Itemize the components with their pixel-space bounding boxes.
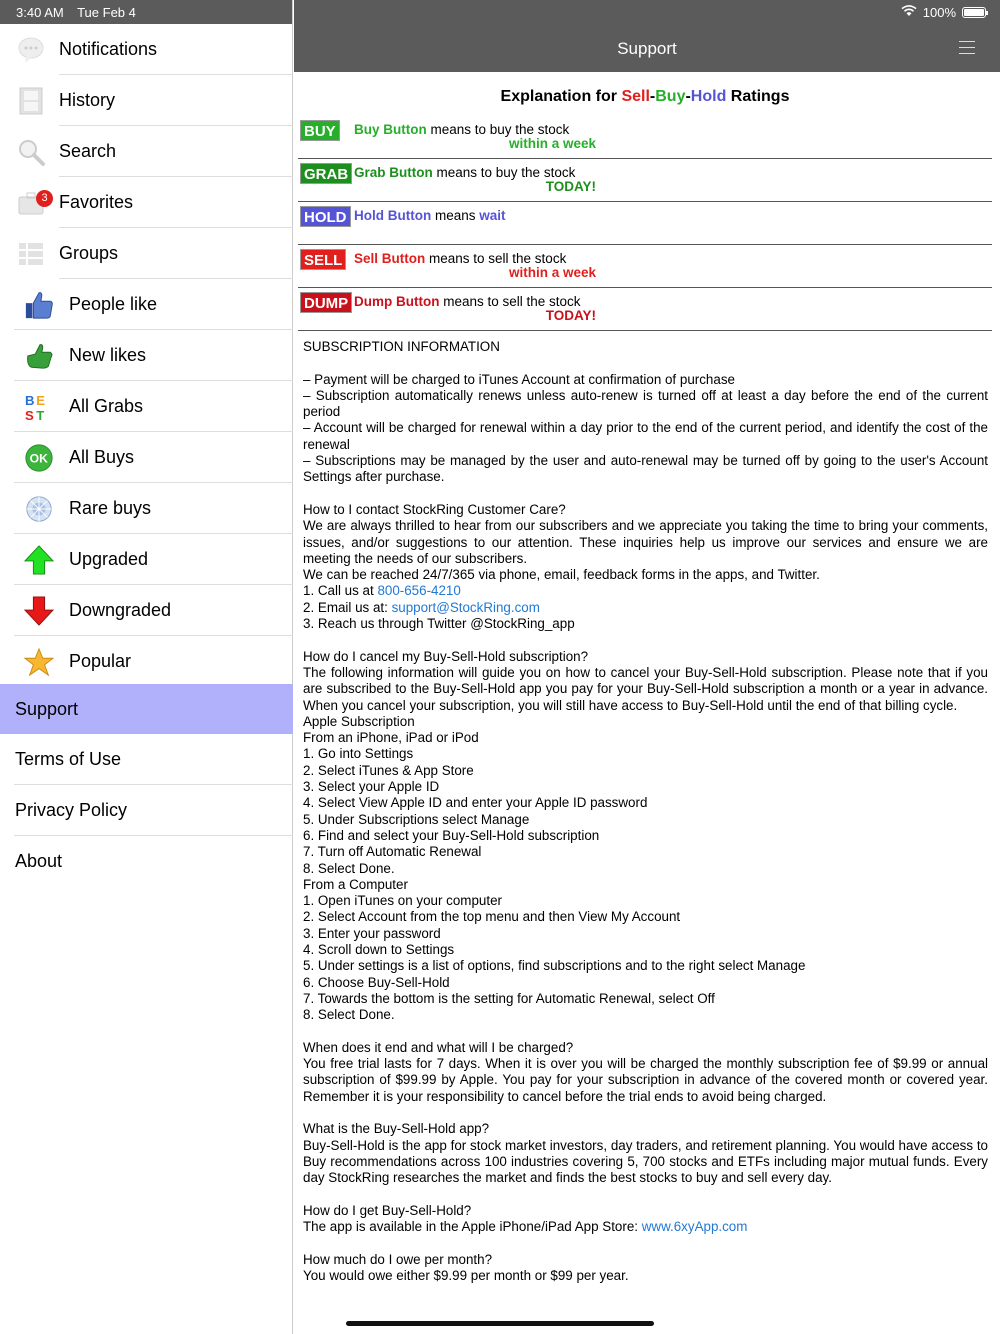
subscription-title: SUBSCRIPTION INFORMATION <box>303 339 500 354</box>
contact-paragraph: We are always thrilled to hear from our subscribers and we appreciate you taking the time to bring your comments, issues, and/or suggestions to our attention. These inquiries help us improve our services and ensure we are meeting the needs of our subscribers. <box>303 518 988 566</box>
sidebar-item-label: New likes <box>69 345 147 365</box>
contact-email-label: 2. Email us at: <box>303 599 392 615</box>
film-strip-icon <box>16 86 46 116</box>
heading-dash: - <box>685 88 691 105</box>
battery-percent: 100% <box>922 5 956 20</box>
subscription-line: – Account will be charged for renewal within a day prior to the end of the current period, and identify the cost of the renewal <box>303 420 988 452</box>
sidebar-item-label: Groups <box>59 243 119 263</box>
get-text: The app is available in the Apple iPhone/iPad App Store: <box>303 1219 642 1235</box>
sidebar-item-all-grabs[interactable] <box>0 381 293 432</box>
heading-dash: - <box>649 88 656 105</box>
subscription-line: – Subscriptions may be managed by the user and auto-renewal may be turned off by going to the user's Account Settings after purchase. <box>303 453 988 485</box>
best-icon <box>24 392 54 422</box>
rating-text: means to buy the stock <box>426 122 570 137</box>
menu-icon[interactable] <box>959 41 975 54</box>
ratings-heading <box>298 82 992 116</box>
sidebar-item-history[interactable] <box>0 75 293 126</box>
owe-paragraph: You would owe either $9.99 per month or $99 per year. <box>303 1267 629 1283</box>
hold-rating-button[interactable]: HOLD <box>300 206 351 227</box>
sidebar-item-label: About <box>15 851 63 871</box>
rating-name: Hold Button <box>354 208 432 223</box>
rating-row-dump <box>298 288 992 331</box>
sidebar-item-terms-of-use[interactable] <box>0 734 293 785</box>
grab-rating-button[interactable]: GRAB <box>300 163 352 184</box>
svg-text:T: T <box>36 407 45 423</box>
phone-link[interactable]: 800-656-4210 <box>377 583 461 599</box>
rating-timeframe: TODAY! <box>545 179 596 194</box>
sidebar-item-downgraded[interactable] <box>0 585 293 636</box>
sidebar-item-label: Terms of Use <box>15 749 122 769</box>
svg-text:E: E <box>36 392 45 408</box>
rating-row-buy <box>298 116 992 159</box>
home-indicator[interactable] <box>346 1321 654 1326</box>
buy-rating-button[interactable]: BUY <box>300 120 340 141</box>
sidebar <box>0 0 293 1334</box>
get-question: How do I get Buy-Sell-Hold? <box>303 1202 472 1218</box>
apple-step: 7. Turn off Automatic Renewal <box>303 844 482 860</box>
sidebar-item-label: Downgraded <box>69 600 172 620</box>
computer-step: 6. Choose Buy-Sell-Hold <box>303 974 450 990</box>
heading-prefix: Explanation for <box>500 88 622 105</box>
rating-text: means to sell the stock <box>439 294 581 309</box>
rating-name: Dump Button <box>354 294 440 309</box>
status-date: Tue Feb 4 <box>77 5 136 20</box>
subscription-line: – Subscription automatically renews unless auto-renew is turned off at least a day before the end of the current period <box>303 387 988 420</box>
computer-step: 1. Open iTunes on your computer <box>303 893 502 909</box>
sidebar-item-people-like[interactable] <box>0 279 293 330</box>
sidebar-item-label: History <box>59 90 116 110</box>
apple-step: 1. Go into Settings <box>303 746 414 762</box>
contact-paragraph: We can be reached 24/7/365 via phone, email, feedback forms in the apps, and Twitter. <box>303 567 820 583</box>
apple-step: 2. Select iTunes & App Store <box>303 762 474 778</box>
green-up-arrow-icon <box>24 545 54 575</box>
cancel-question: How do I cancel my Buy-Sell-Hold subscription? <box>303 648 589 664</box>
apple-subscription-title: Apple Subscription <box>303 713 415 729</box>
cancel-paragraph: The following information will guide you on how to cancel your Buy-Sell-Hold subscription. Please note that if you are subscribed to the Buy-Sell-Hold app you pay for your Buy-Sell-Hold subscription a month or a year in advance. When you cancel your subscription, you will still have access to Buy-Sell-Hold until the end of that billing cycle. <box>303 664 988 713</box>
sidebar-item-label: All Buys <box>69 447 135 467</box>
ok-icon <box>24 443 54 473</box>
rating-description <box>354 122 569 137</box>
rating-text: means to sell the stock <box>425 251 567 266</box>
computer-step: 3. Enter your password <box>303 925 441 941</box>
sidebar-item-label: Search <box>59 141 117 161</box>
end-question: When does it end and what will I be charged? <box>303 1039 574 1055</box>
contact-twitter: 3. Reach us through Twitter @StockRing_app <box>303 616 575 632</box>
svg-text:B: B <box>24 392 35 408</box>
rating-wait: wait <box>479 208 506 223</box>
heading-hold: Hold <box>690 88 727 105</box>
thumbs-up-green-icon <box>24 341 54 371</box>
rating-row-hold <box>298 202 992 245</box>
sidebar-item-label: All Grabs <box>69 396 144 416</box>
apple-from: From an iPhone, iPad or iPod <box>303 730 479 746</box>
contact-call-label: 1. Call us at <box>303 583 378 599</box>
diamond-icon <box>24 494 54 524</box>
sidebar-item-label: Notifications <box>59 39 158 59</box>
sidebar-item-new-likes[interactable] <box>0 330 293 381</box>
apple-step: 5. Under Subscriptions select Manage <box>303 811 530 827</box>
website-link[interactable]: www.6xyApp.com <box>641 1219 748 1235</box>
computer-step: 5. Under settings is a list of options, find subscriptions and to the right select Manage <box>303 958 806 974</box>
what-paragraph: Buy-Sell-Hold is the app for stock market investors, day traders, and retirement planning. You would have access to Buy recommendations across 100 industries covering 5, 700 stocks and ETFs including major mutual funds. Every day StockRing researches the market and finds the best stocks to buy and sell every day. <box>303 1137 988 1186</box>
sidebar-item-label: Privacy Policy <box>15 800 128 820</box>
sidebar-item-privacy-policy[interactable] <box>0 785 293 836</box>
apple-step: 4. Select View Apple ID and enter your Apple ID password <box>303 795 648 811</box>
thumbs-up-blue-icon <box>24 290 54 320</box>
contact-email <box>303 600 988 616</box>
star-icon <box>24 647 54 677</box>
rating-row-sell <box>298 245 992 288</box>
rating-text: means to buy the stock <box>432 165 576 180</box>
support-content <box>298 82 992 1284</box>
svg-text:S: S <box>24 407 34 423</box>
sidebar-item-rare-buys[interactable] <box>0 483 293 534</box>
subscription-line: – Payment will be charged to iTunes Account at confirmation of purchase <box>303 371 735 387</box>
sidebar-item-label: Popular <box>69 651 132 671</box>
computer-step: 7. Towards the bottom is the setting for Automatic Renewal, select Off <box>303 990 715 1006</box>
computer-step: 4. Scroll down to Settings <box>303 941 455 957</box>
rating-timeframe: TODAY! <box>545 308 596 323</box>
sidebar-item-about[interactable] <box>0 836 293 887</box>
svg-text:OK: OK <box>29 451 48 466</box>
sidebar-item-search[interactable] <box>0 126 293 177</box>
apple-step: 8. Select Done. <box>303 860 395 876</box>
sidebar-item-upgraded[interactable] <box>0 534 293 585</box>
what-question: What is the Buy-Sell-Hold app? <box>303 1121 490 1137</box>
battery-icon <box>962 7 986 18</box>
rating-description <box>354 251 566 266</box>
sidebar-item-label: Upgraded <box>69 549 149 569</box>
page-title: Support <box>617 39 677 58</box>
heading-sell: Sell <box>621 88 650 105</box>
apple-step: 6. Find and select your Buy-Sell-Hold subscription <box>303 827 600 843</box>
computer-from: From a Computer <box>303 876 408 892</box>
heading-buy: Buy <box>655 88 686 105</box>
computer-step: 8. Select Done. <box>303 1007 395 1023</box>
rating-row-grab <box>298 159 992 202</box>
rating-timeframe: within a week <box>508 136 596 151</box>
apple-step: 3. Select your Apple ID <box>303 779 440 795</box>
speech-bubble-icon <box>16 35 46 65</box>
rating-description <box>354 294 581 309</box>
contact-question: How to I contact StockRing Customer Care? <box>303 501 566 517</box>
sidebar-item-label: Rare buys <box>69 498 152 518</box>
heading-suffix: Ratings <box>726 88 790 105</box>
list-icon <box>16 239 46 269</box>
sidebar-item-groups[interactable] <box>0 228 293 279</box>
favorites-badge: 3 <box>36 190 53 207</box>
computer-step: 2. Select Account from the top menu and then View My Account <box>303 909 681 925</box>
rating-timeframe: within a week <box>508 265 596 280</box>
sell-rating-button[interactable]: SELL <box>300 249 346 270</box>
get-paragraph <box>303 1219 988 1235</box>
sidebar-item-label: People like <box>69 294 158 314</box>
sidebar-item-all-buys[interactable] <box>0 432 293 483</box>
end-paragraph: You free trial lasts for 7 days. When it is over you will be charged the monthly subscription fee of $9.99 or annual subscription of $99.99 by Apple. You pay for your subscription in advance of the covered month or covered year. Remember it is your responsibility to cancel before the trial ends to avoid being charged. <box>303 1056 988 1104</box>
rating-name: Sell Button <box>354 251 426 266</box>
status-bar <box>0 0 1000 24</box>
rating-name: Buy Button <box>354 122 427 137</box>
sidebar-item-notifications[interactable] <box>0 24 293 75</box>
sidebar-item-popular[interactable] <box>0 636 293 687</box>
main-pane <box>294 0 1000 1334</box>
rating-name: Grab Button <box>354 165 433 180</box>
dump-rating-button[interactable]: DUMP <box>300 292 352 313</box>
sidebar-item-support[interactable] <box>0 684 293 734</box>
wifi-icon <box>901 5 917 20</box>
rating-text: means <box>431 208 480 223</box>
sidebar-item-label: Support <box>15 698 79 719</box>
rating-description <box>354 165 575 180</box>
sidebar-item-label: Favorites <box>59 192 134 212</box>
email-link[interactable]: support@StockRing.com <box>391 599 540 615</box>
support-body <box>298 331 992 1284</box>
rating-description <box>354 208 506 223</box>
contact-call <box>303 583 988 599</box>
owe-question: How much do I owe per month? <box>303 1251 493 1267</box>
magnifier-icon <box>16 137 46 167</box>
status-time: 3:40 AM <box>16 5 64 20</box>
red-down-arrow-icon <box>24 596 54 626</box>
